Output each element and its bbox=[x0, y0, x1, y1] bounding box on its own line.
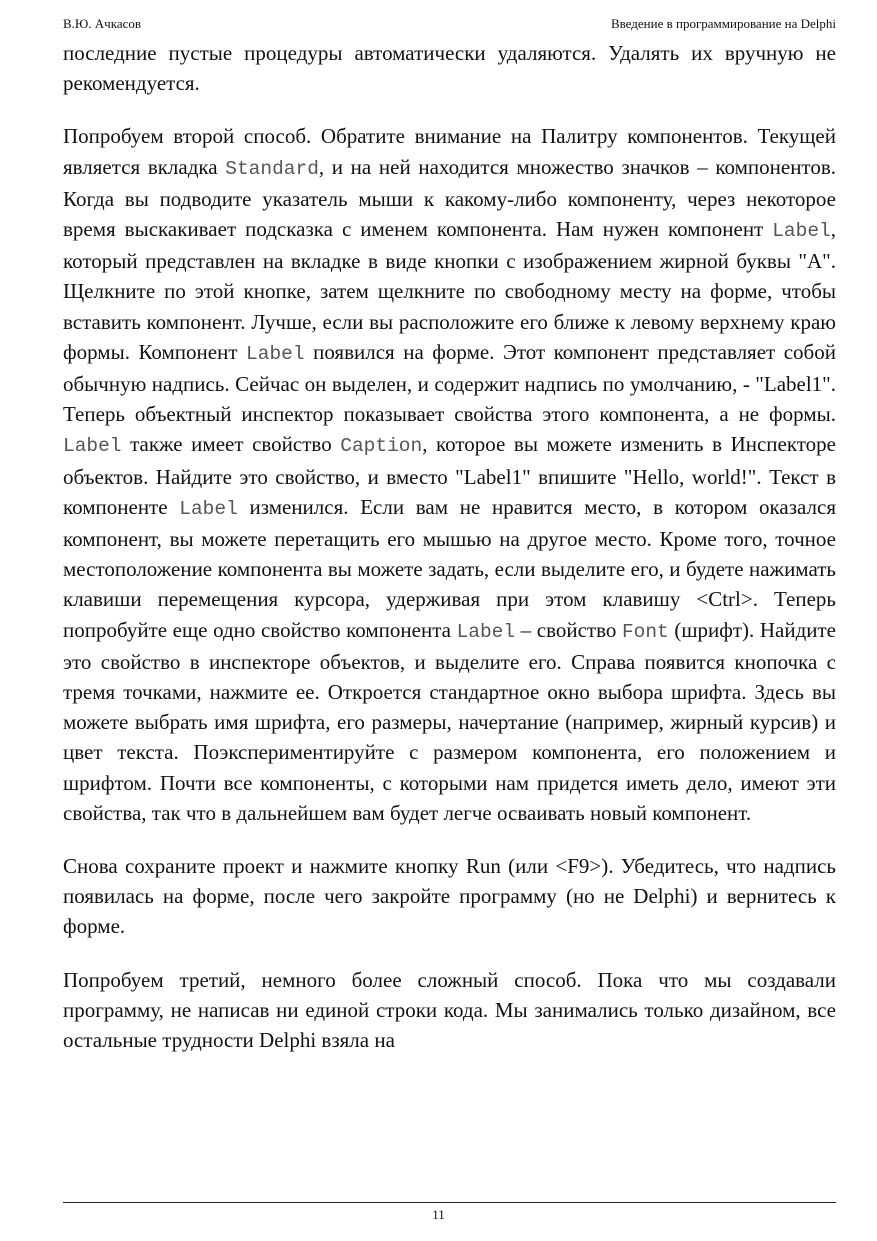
text-run: , и на ней находится множество значков – компонентов. Когда вы подводите указатель мыши к какому-либо компоненту, через некоторое время выскакивает подсказка с именем компонента. Нам нужен компонент bbox=[63, 154, 836, 242]
code-term: Label bbox=[63, 435, 122, 458]
paragraph bbox=[63, 121, 836, 828]
text-run: также имеет свойство bbox=[121, 432, 341, 457]
code-term: Label bbox=[179, 497, 238, 520]
footer-divider bbox=[63, 1202, 836, 1203]
running-header bbox=[63, 16, 836, 32]
header-author: В.Ю. Ачкасов bbox=[63, 16, 142, 31]
text-run: , которое вы можете изменить в Инспекторе объектов. Найдите это свойство, и вместо "Label1" впишите "Hello, world!". Текст в компоненте bbox=[63, 432, 836, 519]
text-run: – свойство bbox=[515, 617, 622, 642]
text-run: изменился. Если вам не нравится место, в котором оказался компонент, вы можете перетащить его мышью на другое место. Кроме того, точное местоположение компонента вы можете задать, если выделите его, и будете нажимать клавиши перемещения курсора, удерживая при этом клавишу <Ctrl>. Теперь попробуйте еще одно свойство компонента bbox=[63, 494, 837, 642]
paragraph bbox=[63, 851, 836, 942]
paragraph bbox=[63, 965, 836, 1056]
code-term: Label bbox=[772, 220, 831, 243]
page-number: 11 bbox=[432, 1207, 445, 1222]
text-run: , который представлен на вкладке в виде кнопки с изображением жирной буквы "A". Щелкните по этой кнопке, затем щелкните по свободному месту на форме, чтобы вставить компонент. Лучше, если вы расположите его ближе к левому верхнему краю формы. Компонент bbox=[63, 217, 836, 364]
paragraph bbox=[63, 38, 836, 98]
header-book-title: Введение в программирование на Delphi bbox=[610, 16, 836, 31]
code-term: Standard bbox=[225, 157, 319, 180]
text-run: появился на форме. Этот компонент представляет собой обычную надпись. Сейчас он выделен, и содержит надпись по умолчанию, - "Label1". Теперь объектный инспектор показывает свойства этого компонента, а не формы. bbox=[63, 339, 836, 427]
text-run: Снова сохраните проект и нажмите кнопку Run (или <F9>). Убедитесь, что надпись появилась на форме, после чего закройте программу (но не Delphi) и вернитесь к форме. bbox=[63, 854, 836, 939]
text-run: (шрифт). Найдите это свойство в инспекторе объектов, и выделите его. Справа появится кнопочка с тремя точками, нажмите ее. Откроется стандартное окно выбора шрифта. Здесь вы можете выбрать имя шрифта, его размеры, начертание (например, жирный курсив) и цвет текста. Поэкспериментируйте с размером компонента, его положением и шрифтом. Почти все компоненты, с которыми нам придется иметь дело, имеют эти свойства, так что в дальнейшем вам будет легче осваивать новый компонент. bbox=[63, 617, 836, 825]
code-term: Label bbox=[246, 342, 305, 365]
text-run: последние пустые процедуры автоматически удаляются. Удалять их вручную не рекомендуется. bbox=[63, 41, 836, 96]
code-term: Font bbox=[621, 620, 669, 643]
body-text bbox=[63, 38, 836, 1078]
text-run: Попробуем второй способ. Обратите внимание на Палитру компонентов. Текущей является вкладка bbox=[63, 124, 836, 179]
text-run: Попробуем третий, немного более сложный способ. Пока что мы создавали программу, не написав ни единой строки кода. Мы занимались только дизайном, все остальные трудности Delphi взяла на bbox=[63, 967, 836, 1053]
code-term: Label bbox=[456, 620, 516, 643]
code-term: Caption bbox=[340, 435, 423, 458]
